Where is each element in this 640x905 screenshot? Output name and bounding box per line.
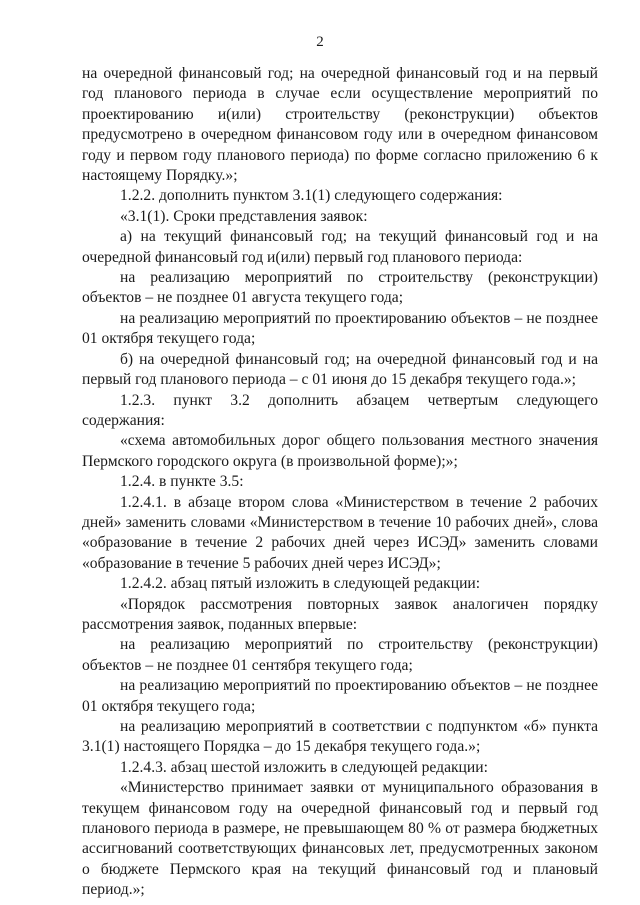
paragraph: «Порядок рассмотрения повторных заявок аналогичен порядку рассмотрения заявок, поданных впервые: <box>82 595 598 633</box>
document-body <box>82 64 598 901</box>
paragraph: на реализацию мероприятий по строительству (реконструкции) объектов – не позднее 01 августа текущего года; <box>82 269 598 307</box>
paragraph: «Министерство принимает заявки от муниципального образования в текущем финансовом году на очередной финансовый год и первый год планового периода в размере, не превышающем 80 % от размера бюджетных ассигнований соответствующих финансовых лет, предусмотренных законом о бюджете Пермского края на текущий финансовый год и плановый период.»; <box>82 779 598 899</box>
paragraph: 1.2.2. дополнить пунктом 3.1(1) следующего содержания: <box>120 187 503 205</box>
paragraph: 1.2.3. пункт 3.2 дополнить абзацем четвертым следующего содержания: <box>82 391 598 429</box>
paragraph: на очередной финансовый год; на очередной финансовый год и на первый год планового периода в случае если осуществление мероприятий по проектированию и(или) строительству (реконструкции) объектов предусмотрено в очередном финансовом году или в очередном финансовом году и первом году планового периода) по форме согласно приложению 6 к настоящему Порядку.»; <box>82 65 598 185</box>
paragraph: 1.2.4.3. абзац шестой изложить в следующей редакции: <box>120 758 488 776</box>
paragraph: «схема автомобильных дорог общего пользования местного значения Пермского городского округа (в произвольной форме);»; <box>82 432 598 470</box>
paragraph: на реализацию мероприятий в соответствии с подпунктом «б» пункта 3.1(1) настоящего Порядка – до 15 декабря текущего года.»; <box>82 718 598 756</box>
paragraph: б) на очередной финансовый год; на очередной финансовый год и на первый год планового периода – с 01 июня до 15 декабря текущего года.»; <box>82 350 598 389</box>
paragraph: 1.2.4. в пункте 3.5: <box>120 473 244 491</box>
paragraph: на реализацию мероприятий по строительству (реконструкции) объектов – не позднее 01 сентября текущего года; <box>82 636 598 674</box>
paragraph: на реализацию мероприятий по проектированию объектов – не позднее 01 октября текущего года; <box>82 309 598 348</box>
paragraph: 1.2.4.1. в абзаце втором слова «Министерством в течение 2 рабочих дней» заменить словами «Министерством в течение 10 рабочих дней», слова «образование в течение 2 рабочих дней через ИСЭД» заменить словами «образование в течение 5 рабочих дней через ИСЭД»; <box>82 493 598 572</box>
paragraph: на реализацию мероприятий по проектированию объектов – не позднее 01 октября текущего года; <box>82 677 598 715</box>
paragraph: «3.1(1). Сроки представления заявок: <box>120 207 368 225</box>
paragraph: а) на текущий финансовый год; на текущий финансовый год и на очередной финансовый год и(или) первый год планового периода: <box>82 228 598 266</box>
page-number: 2 <box>316 34 324 50</box>
paragraph: 1.2.4.2. абзац пятый изложить в следующей редакции: <box>120 575 481 593</box>
